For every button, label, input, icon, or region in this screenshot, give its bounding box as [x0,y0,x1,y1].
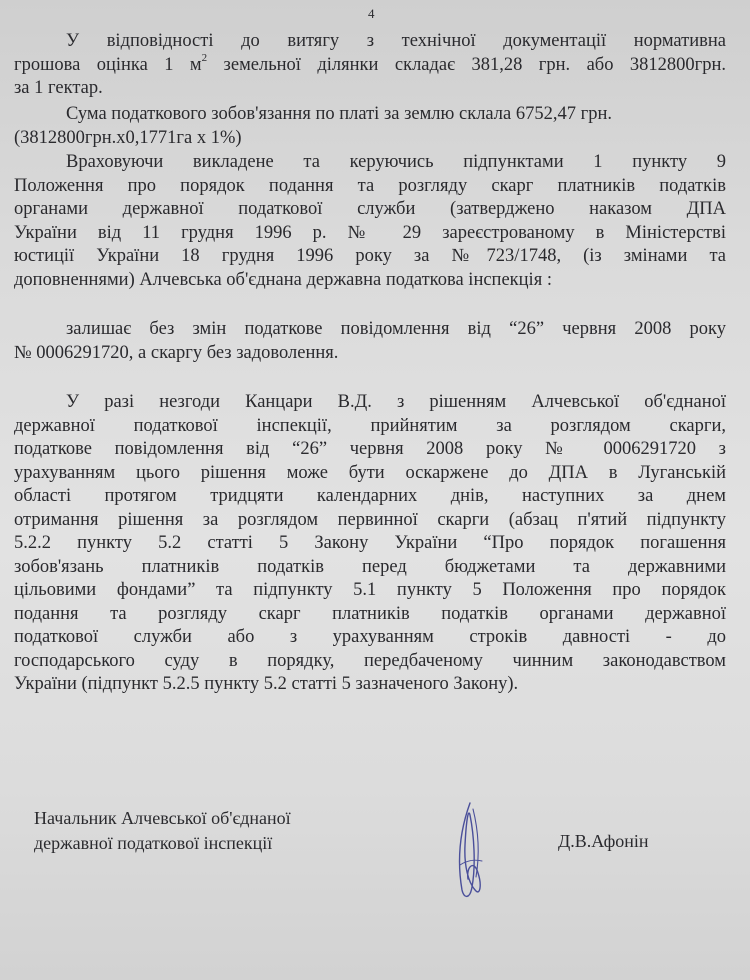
paragraph-valuation [14,30,726,101]
paragraph-appeal [14,391,726,697]
paragraph-line: цільовими фондами” та підпункту 5.1 пункту 5 Положення про порядок [14,580,726,600]
page-number: 4 [368,6,375,21]
paragraph-line: органами державної податкової служби (затверджено наказом ДПА [14,199,726,219]
paragraph-line: доповненнями) Алчевська об'єднана державна податкова інспекція : [14,269,552,290]
superscript: 2 [201,51,208,64]
paragraph-line: податкове повідомлення від “26” червня 2008 року № 0006291720 з [14,439,726,459]
paragraph-line: України (підпункт 5.2.5 пункту 5.2 статті 5 зазначеного Закону). [14,674,519,694]
text-fragment: земельної ділянки складає 381,28 грн. або 3812800грн. [207,54,726,75]
paragraph-line: зобов'язань платників податків перед бюджетами та державними [14,556,726,577]
paragraph-line: № 0006291720, а скаргу без задоволення. [14,342,339,363]
paragraph-line: урахуванням цього рішення може бути оскаржене до ДПА в Луганській [14,462,726,483]
paragraph-line: Положення про порядок подання та розгляду скарг платників податків [14,175,726,196]
paragraph-line: У разі незгоди Канцари В.Д. з рішенням Алчевської об'єднаної [66,392,726,412]
paragraph-line: 5.2.2 пункту 5.2 статті 5 Закону України “Про порядок погашення [14,533,726,553]
paragraph-line: за 1 гектар. [14,78,103,98]
text-fragment: грошова оцінка 1 м [14,54,202,75]
paragraph-line [14,51,726,78]
signatory-title-line: Начальник Алчевської об'єднаної [34,808,291,828]
signatory-title-line: державної податкової інспекції [34,833,273,853]
paragraph-line: державної податкової інспекції, прийнятим за розглядом скарги, [14,415,726,436]
paragraph-line: України від 11 грудня 1996 р. № 29 зареєстрованому в Міністерстві [14,222,726,243]
paragraph-line: У відповідності до витягу з технічної документації нормативна [66,31,726,51]
paragraph-line: податкової служби або з урахуванням строків давності - до [14,627,726,647]
paragraph-line: (3812800грн.х0,1771га х 1%) [14,127,242,148]
paragraph-line: отримання рішення за розглядом первинної скарги (абзац п'ятий підпункту [14,509,726,530]
paragraph-decision [14,318,726,365]
paragraph-line: Сума податкового зобов'язання по платі за землю склала 6752,47 грн. [66,104,612,124]
paragraph-line: подання та розгляду скарг платників податків органами державної [14,603,726,624]
signatory-title [34,806,291,856]
paragraph-tax-sum [14,103,726,150]
signatory-name: Д.В.Афонін [558,831,649,851]
handwritten-signature [440,795,500,905]
paragraph-line: юстиції України 18 грудня 1996 року за №723/1748, (із змінами та [14,246,726,266]
paragraph-considering [14,151,726,292]
paragraph-line: господарського суду в порядку, передбаченому чинним законодавством [14,650,726,671]
paragraph-line: залишає без змін податкове повідомлення від “26” червня 2008 року [66,319,726,339]
paragraph-line: Враховуючи викладене та керуючись підпунктами 1 пункту 9 [66,152,726,172]
paragraph-line: області протягом тридцяти календарних днів, наступних за днем [14,486,726,506]
